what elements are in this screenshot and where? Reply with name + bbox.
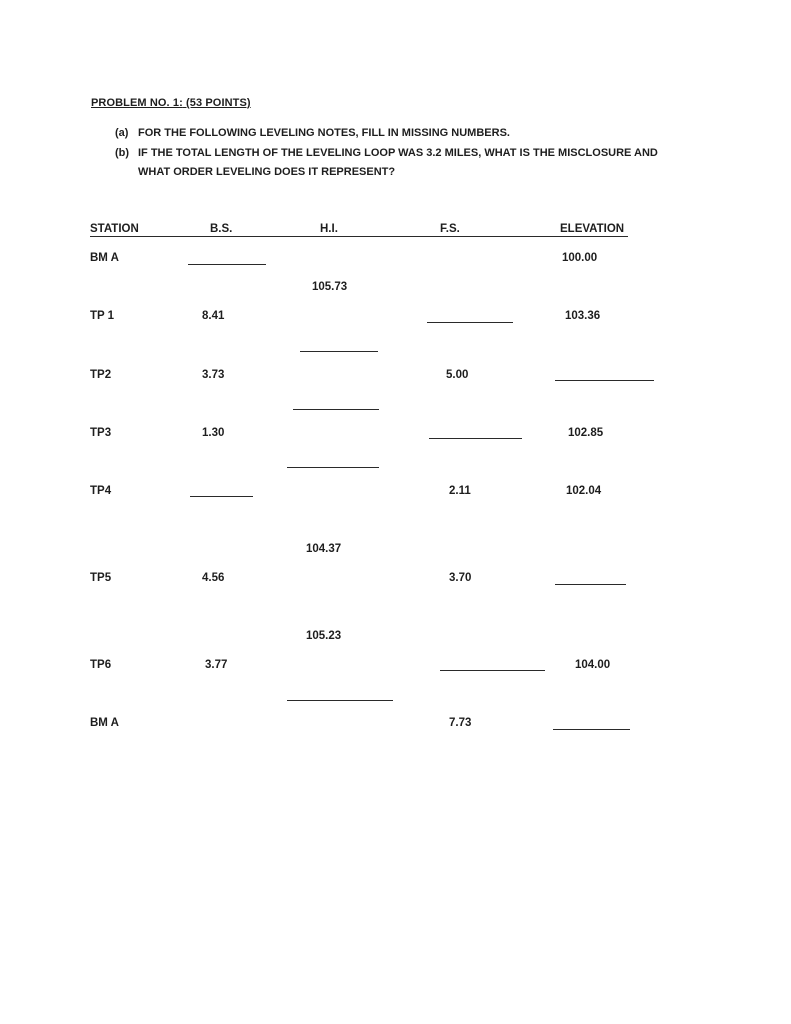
row-3-station: TP3 [90,427,112,439]
row-6-fs-blank[interactable] [440,670,545,671]
row-3-bs: 1.30 [202,427,225,439]
row-7-fs: 7.73 [449,717,472,729]
row-4-elevation: 102.04 [566,485,602,497]
row-6-bs: 3.77 [205,659,228,671]
problem-title-main: PROBLEM NO. 1: [91,97,183,109]
question-part-b [115,147,658,159]
header-rule [90,236,628,237]
row-1-bs: 8.41 [202,310,225,322]
row-0-elevation: 100.00 [562,252,598,264]
row-1-fs-blank[interactable] [427,322,513,323]
row-7-elevation-blank[interactable] [553,729,630,730]
header-elevation: ELEVATION [560,223,625,235]
header-station: STATION [90,223,139,235]
header-fs: F.S. [440,223,460,235]
row-6-elevation: 104.00 [575,659,611,671]
row-1-station: TP 1 [90,310,115,322]
row-5-elevation-blank[interactable] [555,584,626,585]
row-4-bs-blank[interactable] [190,496,253,497]
question-part-a [115,127,510,139]
row-1-elevation: 103.36 [565,310,601,322]
row-4-station: TP4 [90,485,112,497]
row-3-fs-blank[interactable] [429,438,522,439]
row-3-elevation: 102.85 [568,427,604,439]
hi-3-blank[interactable] [287,467,379,468]
part-a-text: FOR THE FOLLOWING LEVELING NOTES, FILL IN MISSING NUMBERS. [138,127,510,139]
hi-4-value: 104.37 [306,543,342,555]
row-2-fs: 5.00 [446,369,469,381]
hi-1-blank[interactable] [300,351,378,352]
problem-title-points: (53 POINTS) [182,97,251,109]
header-hi: H.I. [320,223,338,235]
row-5-fs: 3.70 [449,572,472,584]
row-5-bs: 4.56 [202,572,225,584]
header-bs: B.S. [210,223,233,235]
row-7-station: BM A [90,717,119,729]
hi-6-blank[interactable] [287,700,393,701]
row-6-station: TP6 [90,659,112,671]
problem-title [91,97,251,109]
row-4-fs: 2.11 [449,485,471,497]
part-b-text-line1: IF THE TOTAL LENGTH OF THE LEVELING LOOP WAS 3.2 MILES, WHAT IS THE MISCLOSURE AND [138,147,658,159]
row-2-bs: 3.73 [202,369,225,381]
row-0-station: BM A [90,252,119,264]
part-b-label: (b) [115,147,130,159]
row-2-elevation-blank[interactable] [555,380,654,381]
hi-0-value: 105.73 [312,281,348,293]
part-a-label: (a) [115,127,129,139]
part-b-text-line2: WHAT ORDER LEVELING DOES IT REPRESENT? [138,166,396,178]
hi-2-blank[interactable] [293,409,379,410]
row-2-station: TP2 [90,369,112,381]
row-0-bs-blank[interactable] [188,264,266,265]
question-part-b-line2 [138,166,395,178]
hi-5-value: 105.23 [306,630,342,642]
row-5-station: TP5 [90,572,112,584]
